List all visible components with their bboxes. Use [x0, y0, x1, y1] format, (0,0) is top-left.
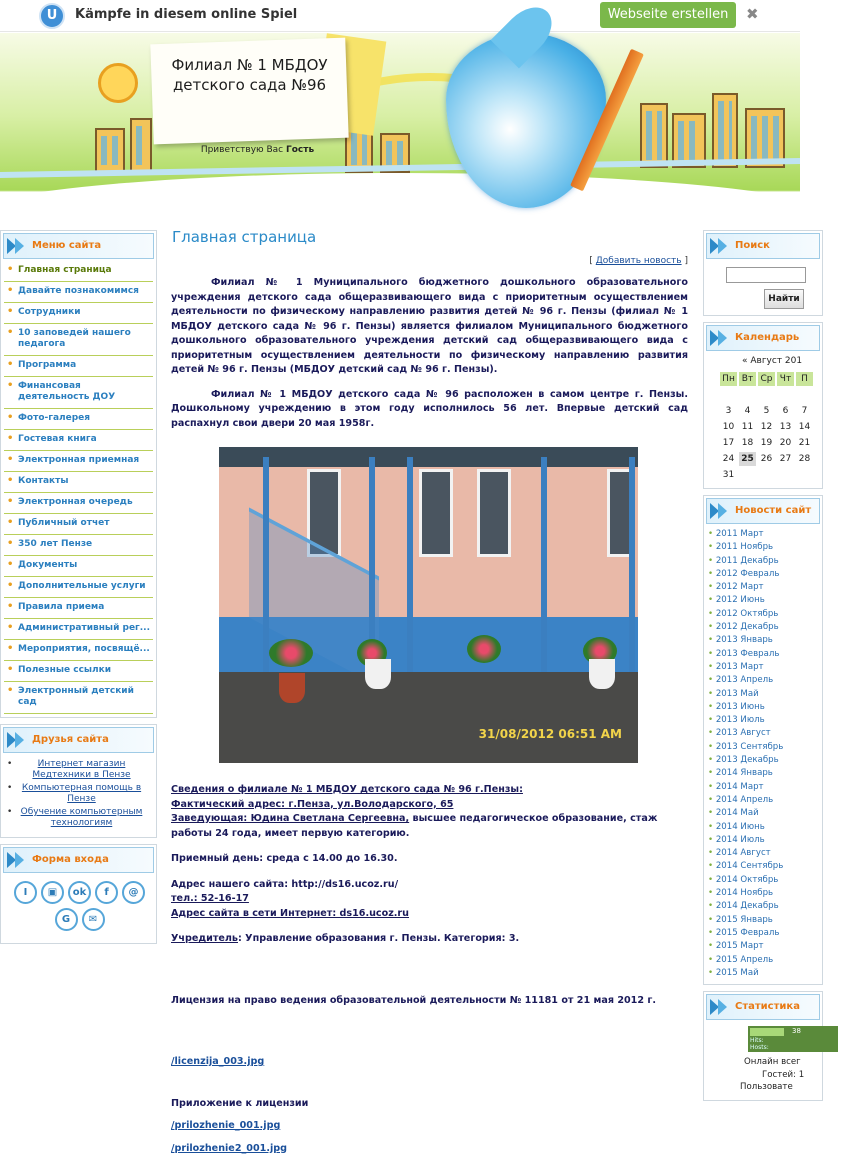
friends-title: Друзья сайта	[32, 734, 109, 745]
branch-info	[171, 783, 688, 1156]
photo-pot	[365, 659, 391, 689]
photo-column	[629, 457, 635, 677]
friends-header	[3, 727, 154, 753]
sun-drawing	[98, 63, 138, 103]
news-archive-item[interactable]: • 2014 Октябрь	[708, 874, 822, 887]
founder-label: Учредитель	[171, 933, 238, 944]
news-archive-item[interactable]: • 2011 Ноябрь	[708, 541, 822, 554]
calendar-day[interactable]: 7	[801, 406, 808, 416]
friend-link[interactable]: • Компьютерная помощь в Пензе	[7, 783, 150, 805]
intro-paragraph-1: Филиал № 1 Муниципального бюджетного дошкольного образовательного учреждения детского сада общеразвивающего вида с приоритетным осуществлением деятельности по физическому направлению развития детей № 96 г. Пензы (филиал № 1 МБДОУ детского сада № 96 г. Пензы) является филиалом Муниципального бюджетного дошкольного образовательного учреждения детский сад общеразвивающего вида с приоритетным осуществлением деятельности по физическому направлению развития детей № 96 г. Пензы (МБДОУ детский сад № 96 г. Пензы).	[171, 277, 688, 375]
online-total: Онлайн всег	[744, 1057, 801, 1068]
facebook-login-icon[interactable]: f	[95, 881, 118, 904]
news-archive-item[interactable]: • 2015 Апрель	[708, 954, 822, 967]
photo-column	[407, 457, 413, 677]
greeting	[160, 145, 355, 155]
info-address: Фактический адрес: г.Пенза, ул.Володарского, 65	[171, 798, 454, 810]
info-internet: Адрес сайта в сети Интернет: ds16.ucoz.ru	[171, 907, 409, 919]
news-archive-item[interactable]: • 2014 Март	[708, 781, 822, 794]
stats	[704, 1022, 822, 1100]
calendar-weekday: Пн	[720, 372, 737, 386]
calendar-weekday: Ср	[758, 372, 775, 386]
calendar-day[interactable]: 18	[741, 438, 754, 448]
site-menu-box	[0, 230, 157, 718]
visit-counter[interactable]	[748, 1026, 838, 1052]
ucoz-logo-icon[interactable]: U	[39, 3, 65, 29]
news-archive-item[interactable]: • 2014 Июнь	[708, 821, 822, 834]
search-box	[703, 230, 823, 316]
calendar-day	[758, 388, 775, 402]
friend-link[interactable]: • Интернет магазин Медтехники в Пензе	[7, 759, 150, 781]
news-archive-item[interactable]: • 2013 Май	[708, 688, 822, 701]
add-news-row	[171, 256, 688, 266]
counter-number: 38	[792, 1027, 801, 1036]
site-title[interactable]	[152, 55, 347, 95]
news-archive-item[interactable]: • 2013 Июль	[708, 714, 822, 727]
photo-date-stamp: 31/08/2012 06:51 AM	[478, 727, 622, 741]
counter-hosts: Hosts:	[750, 1044, 769, 1052]
double-arrow-icon	[710, 236, 732, 256]
info-head-label: Заведующая: Юдина Светлана Сергеевна,	[171, 813, 410, 824]
news-archive-item[interactable]: • 2014 Январь	[708, 767, 822, 780]
news-archive-item[interactable]: • 2014 Декабрь	[708, 900, 822, 913]
calendar-day[interactable]: 12	[760, 422, 773, 432]
menu-item[interactable]: • 350 лет Пензе	[4, 535, 153, 556]
calendar-day	[796, 388, 813, 402]
login-box	[0, 844, 157, 944]
calendar-day[interactable]: 13	[779, 422, 792, 432]
news-archive-item[interactable]: • 2014 Август	[708, 847, 822, 860]
friend-link[interactable]: • Обучение компьютерным технологиям	[7, 807, 150, 829]
news-archive-item[interactable]: • 2013 Март	[708, 661, 822, 674]
news-archive-item[interactable]: • 2013 Февраль	[708, 648, 822, 661]
email-login-icon[interactable]: ✉	[82, 908, 105, 931]
menu-item[interactable]: • Публичный отчет	[4, 514, 153, 535]
photo-pot	[279, 673, 305, 703]
calendar-day[interactable]: 25	[739, 452, 756, 466]
info-reception: Приемный день: среда с 14.00 до 16.30.	[171, 853, 398, 864]
news-archive-item[interactable]: • 2015 Январь	[708, 914, 822, 927]
calendar-day[interactable]: 20	[779, 438, 792, 448]
news-archive-item[interactable]: • 2013 Август	[708, 727, 822, 740]
menu-item[interactable]: • Документы	[4, 556, 153, 577]
friends-list	[1, 755, 156, 837]
menu-item[interactable]: • 10 заповедей нашего педагога	[4, 324, 153, 356]
video-login-icon[interactable]: ▣	[41, 881, 64, 904]
calendar-day[interactable]: 4	[744, 406, 751, 416]
photo-roof	[219, 447, 638, 469]
page-title: Главная страница	[172, 228, 317, 246]
mail-login-icon[interactable]: @	[122, 881, 145, 904]
news-archive-item[interactable]: • 2012 Февраль	[708, 568, 822, 581]
photo-window	[477, 469, 511, 557]
menu-item[interactable]: • Фото-галерея	[4, 409, 153, 430]
news-archive-item[interactable]: • 2015 Март	[708, 940, 822, 953]
stats-title: Статистика	[735, 1001, 800, 1013]
search-button[interactable]: Найти	[764, 289, 804, 309]
calendar-day	[796, 468, 813, 482]
ad-bar	[0, 0, 800, 32]
search-form	[704, 261, 822, 315]
news-archive-item[interactable]: • 2011 Март	[708, 528, 822, 541]
calendar	[704, 353, 822, 488]
menu-item[interactable]: • Контакты	[4, 472, 153, 493]
site-menu-header	[3, 233, 154, 259]
info-head	[171, 812, 688, 841]
building-drawing	[95, 128, 125, 173]
news-archive-item[interactable]: • 2011 Декабрь	[708, 555, 822, 568]
photo-column	[263, 457, 269, 677]
photo-column	[541, 457, 547, 677]
close-icon[interactable]: ✖	[746, 5, 759, 23]
calendar-day[interactable]: 28	[798, 454, 811, 464]
friends-box	[0, 724, 157, 838]
double-arrow-icon	[7, 236, 29, 256]
appendix-text: Приложение к лицензии	[171, 1097, 309, 1109]
double-arrow-icon	[710, 328, 732, 348]
menu-item[interactable]: • Административный рег...	[4, 619, 153, 640]
menu-item[interactable]: • Электронная очередь	[4, 493, 153, 514]
menu-item[interactable]: • Финансовая деятельность ДОУ	[4, 377, 153, 409]
site-title-line2: детского сада №96	[172, 76, 327, 94]
news-archive-item[interactable]: • 2014 Июль	[708, 834, 822, 847]
calendar-day[interactable]: 14	[798, 422, 811, 432]
calendar-day	[720, 388, 737, 402]
site-menu	[1, 261, 156, 717]
ad-text[interactable]: Kämpfe in diesem online Spiel	[75, 7, 298, 22]
stats-box	[703, 991, 823, 1101]
add-news-link[interactable]: Добавить новость	[595, 256, 682, 266]
left-sidebar	[0, 230, 157, 950]
calendar-box	[703, 322, 823, 489]
calendar-day[interactable]: 11	[741, 422, 754, 432]
news-archive-item[interactable]: • 2012 Июнь	[708, 594, 822, 607]
news-archive-item[interactable]: • 2012 Март	[708, 581, 822, 594]
calendar-day	[739, 388, 756, 402]
info-heading: Сведения о филиале № 1 МБДОУ детского сада № 96 г.Пензы:	[171, 784, 523, 795]
site-header	[0, 33, 800, 218]
search-header	[706, 233, 820, 259]
online-guests: Гостей: 1	[762, 1069, 805, 1080]
menu-item[interactable]: • Программа	[4, 356, 153, 377]
license-text: Лицензия на право ведения образовательной деятельности № 11181 от 21 мая 2012 г.	[171, 994, 657, 1006]
info-head-rest: высшее педагогическое образование, стаж работы 24 года, имеет первую категорию.	[171, 813, 658, 839]
calendar-day	[758, 468, 775, 482]
kindergarten-photo[interactable]	[219, 447, 638, 763]
calendar-day[interactable]: 17	[722, 438, 735, 448]
search-input[interactable]	[726, 267, 806, 283]
login-icons	[1, 875, 156, 943]
appendix-link-2[interactable]: /prilozhenie2_001.jpg	[171, 1142, 287, 1154]
photo-flowers	[467, 635, 501, 663]
info-phone: тел.: 52-16-17	[171, 893, 249, 904]
news-archive-item[interactable]: • 2013 Июнь	[708, 701, 822, 714]
stats-header	[706, 994, 820, 1020]
calendar-day[interactable]: 24	[722, 454, 735, 464]
bracket-close: ]	[684, 256, 688, 266]
double-arrow-icon	[710, 501, 732, 521]
news-archive-item[interactable]: • 2015 Май	[708, 967, 822, 980]
calendar-day[interactable]: 10	[722, 422, 735, 432]
news-archive-header	[706, 498, 820, 524]
create-website-button[interactable]: Webseite erstellen	[600, 2, 736, 28]
calendar-day	[777, 468, 794, 482]
news-archive-item[interactable]: • 2012 Декабрь	[708, 621, 822, 634]
news-archive-item[interactable]: • 2014 Апрель	[708, 794, 822, 807]
calendar-day[interactable]: 21	[798, 438, 811, 448]
menu-item[interactable]: • Полезные ссылки	[4, 661, 153, 682]
news-archive-item[interactable]: • 2015 Февраль	[708, 927, 822, 940]
news-archive-list	[704, 526, 822, 984]
right-sidebar	[703, 230, 812, 1107]
building-drawing	[640, 103, 668, 168]
calendar-weekday: Вт	[739, 372, 756, 386]
id-login-icon[interactable]: I	[14, 881, 37, 904]
news-archive-item[interactable]: • 2013 Январь	[708, 634, 822, 647]
info-founder	[171, 932, 688, 947]
calendar-day[interactable]: 31	[722, 470, 735, 480]
calendar-day	[777, 388, 794, 402]
calendar-day[interactable]: 6	[782, 406, 789, 416]
double-arrow-icon	[710, 997, 732, 1017]
news-archive-item[interactable]: • 2014 Сентябрь	[708, 860, 822, 873]
menu-item[interactable]: • Мероприятия, посвящё...	[4, 640, 153, 661]
photo-flowers	[269, 639, 313, 667]
menu-item[interactable]: • Дополнительные услуги	[4, 577, 153, 598]
building-drawing	[712, 93, 738, 168]
double-arrow-icon	[7, 850, 29, 870]
news-archive-item[interactable]: • 2013 Сентябрь	[708, 741, 822, 754]
calendar-header	[706, 325, 820, 351]
menu-item[interactable]: • Правила приема	[4, 598, 153, 619]
appendix-link-1[interactable]: /prilozhenie_001.jpg	[171, 1120, 281, 1131]
news-archive-item[interactable]: • 2014 Ноябрь	[708, 887, 822, 900]
menu-item[interactable]: • Главная страница	[4, 261, 153, 282]
site-title-line1: Филиал № 1 МБДОУ	[171, 56, 328, 74]
online-users: Пользовате	[740, 1082, 793, 1093]
odnoklassniki-login-icon[interactable]: ok	[68, 881, 91, 904]
menu-item[interactable]: • Сотрудники	[4, 303, 153, 324]
search-title: Поиск	[735, 240, 770, 251]
calendar-day	[739, 468, 756, 482]
menu-item[interactable]: • Электронная приемная	[4, 451, 153, 472]
photo-window	[419, 469, 453, 557]
main-content	[171, 226, 688, 1156]
news-archive-item[interactable]: • 2013 Декабрь	[708, 754, 822, 767]
menu-item[interactable]: • Давайте познакомимся	[4, 282, 153, 303]
intro-paragraph-2: Филиал № 1 МБДОУ детского сада № 96 расположен в самом центре г. Пензы. Дошкольному учреждению в этом году исполнилось 56 лет. Впервые детский сад распахнул свои двери 20 мая 1958г.	[171, 388, 688, 429]
news-archive-title: Новости сайт	[735, 505, 812, 516]
calendar-day[interactable]: 19	[760, 438, 773, 448]
counter-hits: Hits:	[750, 1037, 764, 1045]
news-archive-item[interactable]: • 2014 Май	[708, 807, 822, 820]
site-menu-title: Меню сайта	[32, 240, 102, 251]
double-arrow-icon	[7, 730, 29, 750]
photo-pot	[589, 659, 615, 689]
news-archive-item[interactable]: • 2012 Октябрь	[708, 608, 822, 621]
news-archive-box	[703, 495, 823, 985]
calendar-weekday: Чт	[777, 372, 794, 386]
calendar-month[interactable]: « Август 201	[742, 356, 803, 366]
info-site: Адрес нашего сайта: http://ds16.ucoz.ru/	[171, 878, 399, 890]
founder-rest: : Управление образования г. Пензы. Категория: 3.	[238, 933, 520, 944]
calendar-weekday: П	[796, 372, 813, 386]
menu-item[interactable]: • Гостевая книга	[4, 430, 153, 451]
login-header	[3, 847, 154, 873]
greeting-text: Приветствую Вас	[200, 145, 284, 155]
greeting-user: Гость	[286, 145, 315, 155]
bracket-open: [	[589, 256, 593, 266]
login-title: Форма входа	[32, 854, 109, 865]
calendar-grid	[718, 370, 815, 484]
calendar-title: Календарь	[735, 332, 800, 343]
license-link[interactable]: /licenzija_003.jpg	[171, 1056, 265, 1067]
calendar-day[interactable]: 3	[725, 406, 732, 416]
google-login-icon[interactable]: G	[55, 908, 78, 931]
calendar-day[interactable]: 27	[779, 454, 792, 464]
calendar-day[interactable]: 5	[763, 406, 770, 416]
building-drawing	[130, 118, 152, 173]
news-archive-item[interactable]: • 2013 Апрель	[708, 674, 822, 687]
calendar-day[interactable]: 26	[760, 454, 773, 464]
menu-item[interactable]: • Электронный детский сад	[4, 682, 153, 714]
